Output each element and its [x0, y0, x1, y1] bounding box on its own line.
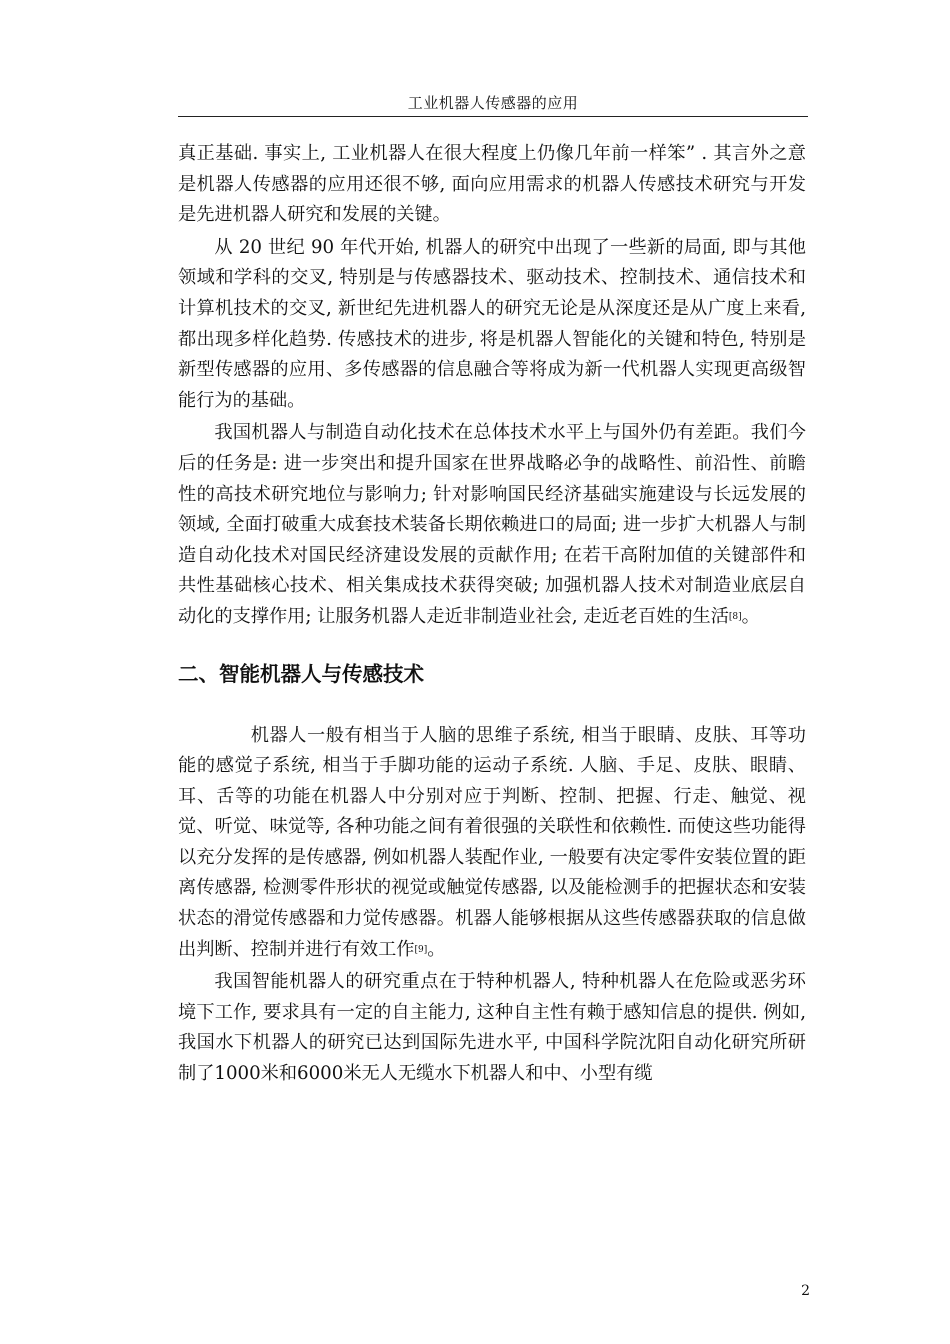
- paragraph-continuation: [178, 139, 806, 231]
- header-rule: [178, 116, 808, 117]
- page-number: 2: [801, 1283, 810, 1299]
- paragraph-text: 从 20 世纪 90 年代开始, 机器人的研究中出现了一些新的局面, 即与其他领域和学科的交叉, 特别是与传感器技术、驱动技术、控制技术、通信技术和计算机技术的交叉, 新世纪先进机器人的研究无论是从深度还是从广度上来看, 都出现多样化趋势. 传感技术的进步, 将是机器人智能化的关键和特色, 特别是新型传感器的应用、多传感器的信息融合等将成为新一代机器人实现更高级智能行为的基础。: [178, 236, 806, 411]
- paragraph-tail: 。: [427, 938, 446, 960]
- paragraph: [178, 233, 806, 417]
- paragraph-text: 我国智能机器人的研究重点在于特种机器人, 特种机器人在危险或恶劣环境下工作, 要求具有一定的自主能力, 这种自主性有赖于感知信息的提供. 例如, 我国水下机器人的研究已达到国际先进水平, 中国科学院沈阳自动化研究所研制了1000米和6000米无人无缆水下机器人和中、小型有缆: [178, 971, 806, 1085]
- paragraph: [178, 418, 806, 632]
- paragraph-text: 我国机器人与制造自动化技术在总体技术水平上与国外仍有差距。我们今后的任务是: 进一步突出和提升国家在世界战略必争的战略性、前沿性、前瞻性的高技术研究地位与影响力; 针对影响国民经济基础实施建设与长远发展的领域, 全面打破重大成套技术装备长期依赖进口的局面; 进一步扩大机器人与制造自动化技术对国民经济建设发展的贡献作用; 在若干高附加值的关键部件和共性基础核心技术、相关集成技术获得突破; 加强机器人技术对制造业底层自动化的支撑作用; 让服务机器人走近非制造业社会, 走近老百姓的生活: [178, 422, 806, 627]
- paragraph-tail: 。: [741, 605, 760, 627]
- paragraph: [178, 967, 806, 1089]
- paragraph: [178, 721, 806, 966]
- paragraph-text: 真正基础. 事实上, 工业机器人在很大程度上仍像几年前一样笨” . 其言外之意是机器人传感器的应用还很不够, 面向应用需求的机器人传感技术研究与开发是先进机器人研究和发展的关键。: [178, 143, 806, 226]
- running-header: 工业机器人传感器的应用: [407, 94, 579, 112]
- section-heading: 二、智能机器人与传感技术: [178, 661, 424, 686]
- citation-marker: [9]: [414, 944, 428, 955]
- citation-marker: [8]: [728, 611, 742, 622]
- body-text: [178, 139, 806, 1092]
- paragraph-text: 机器人一般有相当于人脑的思维子系统, 相当于眼睛、皮肤、耳等功能的感觉子系统, 相当于手脚功能的运动子系统. 人脑、手足、皮肤、眼睛、耳、舌等的功能在机器人中分别对应于判断、控制、把握、行走、触觉、视觉、听觉、味觉等, 各种功能之间有着很强的关联性和依赖性. 而使这些功能得以充分发挥的是传感器, 例如机器人装配作业, 一般要有决定零件安装位置的距离传感器, 检测零件形状的视觉或触觉传感器, 以及能检测手的把握状态和安装状态的滑觉传感器和力觉传感器。机器人能够根据从这些传感器获取的信息做出判断、控制并进行有效工作: [178, 724, 806, 960]
